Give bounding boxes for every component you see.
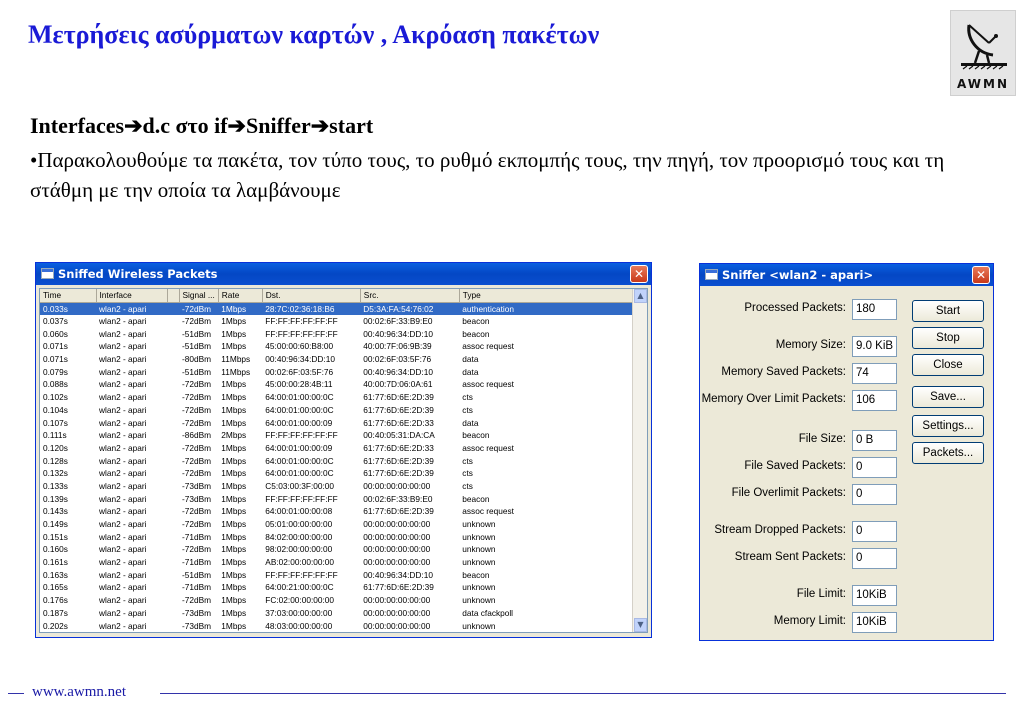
cell-rate: 1Mbps	[221, 341, 247, 352]
cell-interface: wlan2 - apari	[99, 404, 147, 415]
cell-signal: -72dBm	[182, 316, 212, 327]
cell-type: assoc request	[462, 341, 514, 352]
packets-window-titlebar[interactable]	[36, 263, 651, 285]
column-header-flags[interactable]	[167, 289, 179, 302]
table-row[interactable]	[40, 378, 634, 391]
cell-src: 00:00:00:00:00:00	[363, 595, 431, 606]
slide-title: Μετρήσεις ασύρματων καρτών , Ακρόαση πακέτων	[28, 20, 600, 49]
instruction-heading: Interfaces➔d.c στο if➔Sniffer➔start	[30, 113, 374, 138]
cell-signal: -73dBm	[182, 493, 212, 504]
cell-src: 00:00:00:00:00:00	[363, 531, 431, 542]
cell-src: 40:00:7F:06:9B:39	[363, 341, 432, 352]
memory-saved-packets-value: 74	[852, 363, 897, 384]
cell-src: 61:77:6D:6E:2D:33	[363, 442, 434, 453]
stream-sent-packets-value: 0	[852, 548, 897, 569]
cell-dst: FC:02:00:00:00:00	[265, 595, 335, 606]
cell-dst: C5:03:00:3F:00:00	[265, 480, 335, 491]
close-button[interactable]: Close	[912, 354, 984, 376]
file-limit-label: File Limit:	[796, 588, 846, 600]
table-row[interactable]	[40, 353, 634, 366]
cell-signal: -71dBm	[182, 582, 212, 593]
cell-type: unknown	[462, 620, 496, 631]
file-limit-value: 10KiB	[852, 585, 897, 606]
cell-rate: 1Mbps	[221, 531, 247, 542]
footer-divider	[8, 693, 24, 694]
cell-signal: -72dBm	[182, 595, 212, 606]
cell-time: 0.187s	[43, 607, 68, 618]
packets-table-body	[40, 302, 634, 632]
cell-type: unknown	[462, 595, 496, 606]
cell-interface: wlan2 - apari	[99, 328, 147, 339]
cell-interface: wlan2 - apari	[96, 302, 167, 315]
cell-time: 0.071s	[43, 341, 68, 352]
processed-packets-value: 180	[852, 299, 897, 320]
stream-dropped-packets-value: 0	[852, 521, 897, 542]
cell-interface: wlan2 - apari	[99, 442, 147, 453]
cell-interface: wlan2 - apari	[99, 519, 147, 530]
cell-type: assoc request	[462, 379, 514, 390]
cell-interface: wlan2 - apari	[99, 316, 147, 327]
table-row[interactable]	[40, 454, 634, 467]
file-saved-packets-value: 0	[852, 457, 897, 478]
cell-rate: 1Mbps	[221, 519, 247, 530]
cell-signal: -72dBm	[182, 379, 212, 390]
cell-interface: wlan2 - apari	[99, 620, 147, 631]
cell-src: 40:00:7D:06:0A:61	[363, 379, 433, 390]
sniffer-window-title: Sniffer <wlan2 - apari>	[722, 268, 874, 282]
cell-flags	[167, 505, 179, 518]
cell-signal: -86dBm	[182, 430, 212, 441]
cell-src: 00:02:6F:03:5F:76	[363, 354, 432, 365]
cell-signal: -72dBm	[182, 544, 212, 555]
table-row[interactable]	[40, 543, 634, 556]
table-header-row	[40, 289, 634, 302]
cell-dst: FF:FF:FF:FF:FF:FF	[265, 569, 338, 580]
cell-dst: FF:FF:FF:FF:FF:FF	[265, 316, 338, 327]
cell-src: 00:00:00:00:00:00	[363, 620, 431, 631]
file-saved-packets-label: File Saved Packets:	[744, 460, 846, 472]
cell-type: assoc request	[462, 442, 514, 453]
cell-type: beacon	[462, 316, 490, 327]
cell-interface: wlan2 - apari	[99, 480, 147, 491]
cell-src: 61:77:6D:6E:2D:39	[363, 468, 434, 479]
memory-limit-label: Memory Limit:	[773, 615, 846, 627]
cell-time: 0.060s	[43, 328, 68, 339]
table-row[interactable]	[40, 315, 634, 328]
cell-time: 0.139s	[43, 493, 68, 504]
packets-window-title: Sniffed Wireless Packets	[58, 267, 218, 281]
cell-flags	[167, 302, 179, 315]
cell-src: 61:77:6D:6E:2D:33	[363, 417, 434, 428]
cell-rate: 1Mbps	[221, 455, 247, 466]
file-size-value: 0 B	[852, 430, 897, 451]
cell-time: 0.143s	[43, 506, 68, 517]
cell-dst: AB:02:00:00:00:00	[265, 557, 335, 568]
cell-interface: wlan2 - apari	[99, 366, 147, 377]
sniffer-window	[699, 263, 994, 641]
cell-time: 0.133s	[43, 480, 68, 491]
cell-dst: 64:00:01:00:00:0C	[265, 468, 334, 479]
scroll-up-icon[interactable]: ▲	[634, 289, 647, 303]
save-button[interactable]: Save...	[912, 386, 984, 408]
memory-over-limit-packets-label: Memory Over Limit Packets:	[701, 393, 846, 405]
cell-dst: 28:7C:02:36:18:B6	[262, 302, 360, 315]
cell-time: 0.079s	[43, 366, 68, 377]
cell-rate: 1Mbps	[221, 506, 247, 517]
cell-flags	[167, 315, 179, 328]
footer-url[interactable]: www.awmn.net	[32, 684, 127, 700]
cell-rate: 1Mbps	[221, 404, 247, 415]
cell-rate: 1Mbps	[221, 379, 247, 390]
cell-dst: 64:00:01:00:00:0C	[265, 404, 334, 415]
table-row[interactable]	[40, 416, 634, 429]
cell-dst: 64:00:21:00:00:0C	[265, 582, 334, 593]
column-header-src[interactable]: Src.	[360, 289, 459, 302]
cell-signal: -72dBm	[179, 302, 218, 315]
cell-src: 00:00:00:00:00:00	[363, 557, 431, 568]
cell-time: 0.120s	[43, 442, 68, 453]
cell-src: 61:77:6D:6E:2D:39	[363, 582, 434, 593]
sniffer-window-titlebar[interactable]	[700, 264, 993, 286]
column-header-dst[interactable]: Dst.	[262, 289, 360, 302]
cell-flags	[167, 568, 179, 581]
cell-rate: 1Mbps	[221, 480, 247, 491]
table-row[interactable]	[40, 480, 634, 493]
cell-time: 0.071s	[43, 354, 68, 365]
cell-rate: 11Mbps	[221, 366, 251, 377]
table-row[interactable]	[40, 594, 634, 607]
cell-signal: -72dBm	[182, 404, 212, 415]
cell-time: 0.107s	[43, 417, 68, 428]
cell-time: 0.132s	[43, 468, 68, 479]
cell-time: 0.202s	[43, 620, 68, 631]
cell-interface: wlan2 - apari	[99, 468, 147, 479]
cell-dst: FF:FF:FF:FF:FF:FF	[265, 328, 338, 339]
cell-flags	[167, 391, 179, 404]
cell-rate: 1Mbps	[221, 569, 247, 580]
cell-type: authentication	[459, 302, 634, 315]
cell-type: beacon	[462, 493, 490, 504]
column-header-interface[interactable]: Interface	[96, 289, 167, 302]
cell-type: cts	[462, 480, 473, 491]
cell-flags	[167, 327, 179, 340]
cell-interface: wlan2 - apari	[99, 582, 147, 593]
cell-dst: 64:00:01:00:00:09	[265, 442, 333, 453]
packets-list[interactable]	[39, 288, 648, 633]
cell-dst: 48:03:00:00:00:00	[265, 620, 333, 631]
cell-rate: 1Mbps	[221, 544, 247, 555]
cell-src: 00:02:6F:33:B9:E0	[363, 316, 433, 327]
cell-type: beacon	[462, 328, 490, 339]
cell-interface: wlan2 - apari	[99, 354, 147, 365]
cell-dst: 64:00:01:00:00:08	[265, 506, 333, 517]
cell-flags	[167, 404, 179, 417]
cell-src: 61:77:6D:6E:2D:39	[363, 404, 434, 415]
cell-rate: 2Mbps	[221, 430, 247, 441]
cell-src: 00:00:00:00:00:00	[363, 519, 431, 530]
cell-interface: wlan2 - apari	[99, 595, 147, 606]
stream-dropped-packets-label: Stream Dropped Packets:	[714, 524, 846, 536]
cell-signal: -73dBm	[182, 620, 212, 631]
cell-rate: 1Mbps	[221, 620, 247, 631]
cell-dst: 45:00:00:60:B8:00	[265, 341, 334, 352]
table-row[interactable]	[40, 568, 634, 581]
cell-type: assoc request	[462, 506, 514, 517]
cell-src: 61:77:6D:6E:2D:39	[363, 455, 434, 466]
cell-type: unknown	[462, 519, 496, 530]
table-row[interactable]	[40, 340, 634, 353]
cell-src: 00:40:96:34:DD:10	[363, 366, 433, 377]
cell-dst: 64:00:01:00:00:09	[265, 417, 333, 428]
table-row[interactable]	[40, 391, 634, 404]
cell-interface: wlan2 - apari	[99, 493, 147, 504]
memory-over-limit-packets-value: 106	[852, 390, 897, 411]
cell-interface: wlan2 - apari	[99, 392, 147, 403]
cell-flags	[167, 619, 179, 632]
cell-rate: 1Mbps	[221, 595, 247, 606]
memory-size-value: 9.0 KiB	[852, 336, 897, 357]
cell-dst: FF:FF:FF:FF:FF:FF	[265, 430, 338, 441]
memory-limit-value: 10KiB	[852, 612, 897, 633]
cell-time: 0.111s	[43, 430, 67, 441]
cell-interface: wlan2 - apari	[99, 430, 147, 441]
cell-dst: 00:40:96:34:DD:10	[265, 354, 335, 365]
cell-flags	[167, 467, 179, 480]
cell-type: cts	[462, 468, 473, 479]
cell-signal: -51dBm	[182, 341, 212, 352]
cell-time: 0.104s	[43, 404, 68, 415]
cell-type: unknown	[462, 544, 496, 555]
cell-dst: 98:02:00:00:00:00	[265, 544, 333, 555]
cell-src: D5:3A:FA:54:76:02	[360, 302, 459, 315]
logo-text: AWMN	[957, 77, 1009, 91]
scroll-down-icon[interactable]: ▼	[634, 618, 647, 632]
cell-flags	[167, 416, 179, 429]
cell-src: 61:77:6D:6E:2D:39	[363, 506, 434, 517]
cell-type: data cfackpoll	[462, 607, 514, 618]
stop-button[interactable]: Stop	[912, 327, 984, 349]
table-row[interactable]	[40, 505, 634, 518]
table-row[interactable]	[40, 302, 634, 315]
cell-flags	[167, 543, 179, 556]
dish-antenna-icon	[959, 17, 1009, 75]
cell-signal: -51dBm	[182, 366, 212, 377]
cell-dst: 05:01:00:00:00:00	[265, 519, 333, 530]
cell-signal: -72dBm	[182, 468, 212, 479]
cell-signal: -72dBm	[182, 455, 212, 466]
cell-interface: wlan2 - apari	[99, 455, 147, 466]
table-row[interactable]	[40, 619, 634, 632]
column-header-signal[interactable]: Signal ...	[179, 289, 218, 302]
cell-src: 00:00:00:00:00:00	[363, 480, 431, 491]
file-overlimit-packets-value: 0	[852, 484, 897, 505]
cell-dst: FF:FF:FF:FF:FF:FF	[265, 493, 338, 504]
cell-flags	[167, 518, 179, 531]
description-text: •Παρακολουθούμε τα πακέτα, τον τύπο τους, το ρυθμό εκπομπής τους, την πηγή, τον προορισμό τους και τη στάθμη με την οποία τα λαμβάνουμε	[30, 148, 945, 202]
cell-time: 0.128s	[43, 455, 68, 466]
table-row[interactable]	[40, 327, 634, 340]
cell-src: 00:40:96:34:DD:10	[363, 569, 433, 580]
cell-rate: 1Mbps	[221, 417, 247, 428]
cell-type: unknown	[462, 531, 496, 542]
cell-src: 00:02:6F:33:B9:E0	[363, 493, 433, 504]
packets-window	[35, 262, 652, 638]
cell-time: 0.033s	[40, 302, 96, 315]
cell-time: 0.163s	[43, 569, 68, 580]
table-row[interactable]	[40, 518, 634, 531]
packets-table	[40, 289, 635, 632]
file-overlimit-packets-label: File Overlimit Packets:	[731, 487, 846, 499]
cell-flags	[167, 581, 179, 594]
cell-signal: -73dBm	[182, 480, 212, 491]
close-button[interactable]: ✕	[972, 266, 990, 284]
awmn-logo	[950, 10, 1016, 96]
cell-interface: wlan2 - apari	[99, 341, 147, 352]
file-size-label: File Size:	[798, 433, 846, 445]
cell-rate: 1Mbps	[218, 302, 262, 315]
cell-type: unknown	[462, 557, 496, 568]
cell-signal: -71dBm	[182, 531, 212, 542]
start-button[interactable]: Start	[912, 300, 984, 322]
table-row[interactable]	[40, 404, 634, 417]
table-row[interactable]	[40, 530, 634, 543]
column-header-time[interactable]: Time	[40, 289, 96, 302]
memory-saved-packets-label: Memory Saved Packets:	[721, 366, 846, 378]
table-row[interactable]	[40, 581, 634, 594]
cell-signal: -72dBm	[182, 442, 212, 453]
cell-time: 0.160s	[43, 544, 68, 555]
cell-time: 0.165s	[43, 582, 68, 593]
cell-rate: 1Mbps	[221, 316, 247, 327]
cell-dst: 45:00:00:28:4B:11	[265, 379, 333, 390]
cell-src: 61:77:6D:6E:2D:39	[363, 392, 434, 403]
cell-dst: 64:00:01:00:00:0C	[265, 392, 334, 403]
cell-rate: 1Mbps	[221, 468, 247, 479]
cell-type: cts	[462, 392, 473, 403]
cell-flags	[167, 454, 179, 467]
cell-signal: -80dBm	[182, 354, 212, 365]
close-button[interactable]: ✕	[630, 265, 648, 283]
cell-flags	[167, 340, 179, 353]
cell-signal: -72dBm	[182, 506, 212, 517]
cell-signal: -51dBm	[182, 328, 212, 339]
cell-time: 0.151s	[43, 531, 68, 542]
table-row[interactable]	[40, 556, 634, 569]
cell-rate: 1Mbps	[221, 493, 247, 504]
cell-dst: 84:02:00:00:00:00	[265, 531, 333, 542]
column-header-rate[interactable]: Rate	[218, 289, 262, 302]
cell-interface: wlan2 - apari	[99, 557, 147, 568]
packets-button[interactable]: Packets...	[912, 442, 984, 464]
cell-type: data	[462, 417, 479, 428]
table-row[interactable]	[40, 607, 634, 620]
cell-signal: -72dBm	[182, 392, 212, 403]
column-header-type[interactable]: Type	[459, 289, 634, 302]
cell-dst: 37:03:00:00:00:00	[265, 607, 333, 618]
cell-src: 00:40:05:31:DA:CA	[363, 430, 435, 441]
table-row[interactable]	[40, 492, 634, 505]
window-icon	[705, 269, 718, 280]
cell-dst: 64:00:01:00:00:0C	[265, 455, 334, 466]
cell-interface: wlan2 - apari	[99, 379, 147, 390]
cell-src: 00:00:00:00:00:00	[363, 607, 431, 618]
cell-signal: -51dBm	[182, 569, 212, 580]
cell-signal: -72dBm	[182, 417, 212, 428]
table-row[interactable]	[40, 442, 634, 455]
cell-interface: wlan2 - apari	[99, 506, 147, 517]
cell-time: 0.102s	[43, 392, 68, 403]
cell-interface: wlan2 - apari	[99, 417, 147, 428]
footer-divider	[160, 693, 1006, 694]
cell-flags	[167, 353, 179, 366]
cell-flags	[167, 378, 179, 391]
cell-interface: wlan2 - apari	[99, 607, 147, 618]
cell-rate: 1Mbps	[221, 392, 247, 403]
cell-rate: 1Mbps	[221, 607, 247, 618]
table-row[interactable]	[40, 365, 634, 378]
cell-flags	[167, 492, 179, 505]
cell-src: 00:00:00:00:00:00	[363, 544, 431, 555]
stream-sent-packets-label: Stream Sent Packets:	[734, 551, 846, 563]
cell-type: data	[462, 354, 479, 365]
cell-rate: 1Mbps	[221, 557, 247, 568]
cell-rate: 1Mbps	[221, 582, 247, 593]
cell-rate: 1Mbps	[221, 442, 247, 453]
cell-interface: wlan2 - apari	[99, 544, 147, 555]
cell-flags	[167, 365, 179, 378]
cell-dst: 00:02:6F:03:5F:76	[265, 366, 334, 377]
cell-interface: wlan2 - apari	[99, 531, 147, 542]
memory-size-label: Memory Size:	[775, 339, 846, 351]
cell-type: beacon	[462, 430, 490, 441]
table-row[interactable]	[40, 467, 634, 480]
cell-time: 0.037s	[43, 316, 68, 327]
cell-rate: 11Mbps	[221, 354, 251, 365]
window-icon	[41, 268, 54, 279]
cell-type: data	[462, 366, 479, 377]
cell-type: unknown	[462, 582, 496, 593]
cell-type: beacon	[462, 569, 490, 580]
cell-flags	[167, 429, 179, 442]
cell-signal: -71dBm	[182, 557, 212, 568]
cell-time: 0.176s	[43, 595, 68, 606]
cell-flags	[167, 594, 179, 607]
cell-rate: 1Mbps	[221, 328, 247, 339]
cell-flags	[167, 442, 179, 455]
cell-signal: -72dBm	[182, 519, 212, 530]
cell-flags	[167, 556, 179, 569]
cell-signal: -73dBm	[182, 607, 212, 618]
cell-type: cts	[462, 455, 473, 466]
settings-button[interactable]: Settings...	[912, 415, 984, 437]
cell-time: 0.149s	[43, 519, 68, 530]
vertical-scrollbar[interactable]	[632, 289, 647, 632]
cell-interface: wlan2 - apari	[99, 569, 147, 580]
cell-flags	[167, 480, 179, 493]
cell-src: 00:40:96:34:DD:10	[363, 328, 433, 339]
cell-type: cts	[462, 404, 473, 415]
cell-time: 0.088s	[43, 379, 68, 390]
cell-time: 0.161s	[43, 557, 68, 568]
cell-flags	[167, 530, 179, 543]
processed-packets-label: Processed Packets:	[744, 302, 846, 314]
table-row[interactable]	[40, 429, 634, 442]
cell-flags	[167, 607, 179, 620]
